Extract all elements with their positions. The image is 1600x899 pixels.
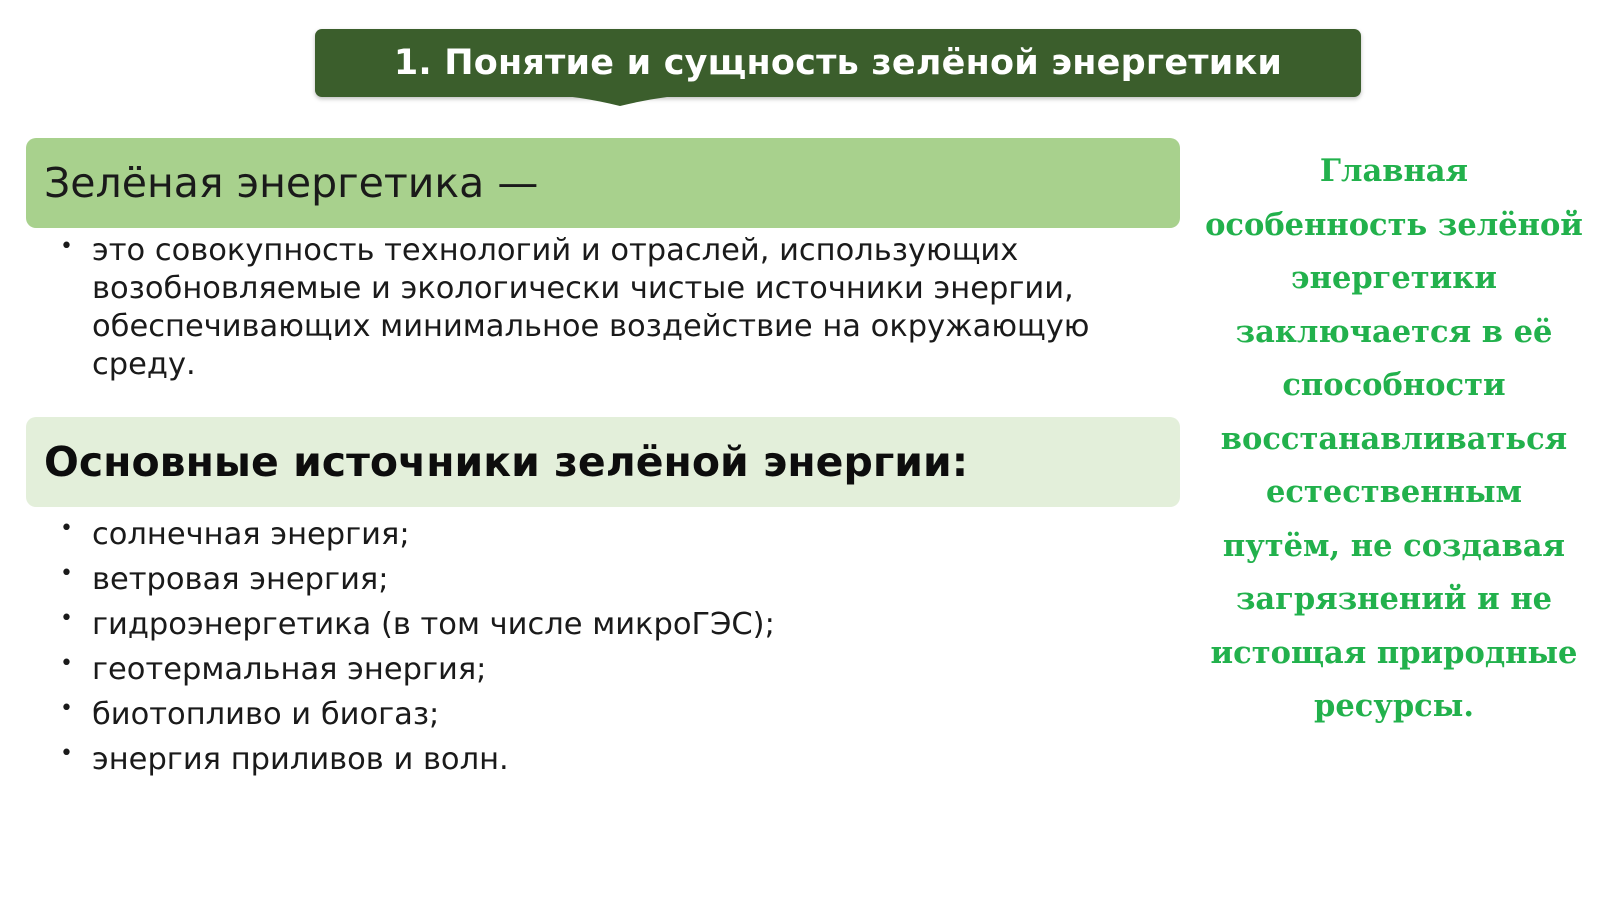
list-item bbox=[60, 602, 1180, 647]
list-item bbox=[60, 232, 1180, 384]
bullet-icon: • bbox=[60, 606, 73, 631]
bullet-icon: • bbox=[60, 696, 73, 721]
source-item-label: ветровая энергия; bbox=[92, 562, 389, 597]
source-item-label: гидроэнергетика (в том числе микроГЭС); bbox=[92, 607, 775, 642]
source-item-label: геотермальная энергия; bbox=[92, 652, 487, 687]
list-item bbox=[60, 692, 1180, 737]
list-item bbox=[60, 737, 1180, 782]
definition-term-box bbox=[26, 138, 1180, 228]
bullet-icon: • bbox=[60, 234, 73, 259]
bullet-icon: • bbox=[60, 651, 73, 676]
list-item bbox=[60, 647, 1180, 692]
slide-title-banner bbox=[315, 29, 1361, 97]
definition-list bbox=[60, 232, 1180, 384]
slide-title: 1. Понятие и сущность зелёной энергетики bbox=[393, 43, 1283, 83]
bullet-icon: • bbox=[60, 561, 73, 586]
source-item-label: солнечная энергия; bbox=[92, 517, 410, 552]
bullet-icon: • bbox=[60, 741, 73, 766]
source-item-label: биотопливо и биогаз; bbox=[92, 697, 440, 732]
definition-text: это совокупность технологий и отраслей, использующих возобновляемые и экологически чистые источники энергии, обеспечивающих минимальное воздействие на окружающую среду. bbox=[92, 233, 1090, 382]
sources-heading-box bbox=[26, 417, 1180, 507]
list-item bbox=[60, 512, 1180, 557]
list-item bbox=[60, 557, 1180, 602]
source-item-label: энергия приливов и волн. bbox=[92, 742, 509, 777]
bullet-icon: • bbox=[60, 516, 73, 541]
sources-list bbox=[60, 512, 1180, 782]
definition-term: Зелёная энергетика — bbox=[44, 159, 539, 207]
sources-heading: Основные источники зелёной энергии: bbox=[44, 438, 969, 486]
side-note: Главная особенность зелёной энергетики заключается в её способности восстанавливаться естественным путём, не создавая загрязнений и не истощая природные ресурсы. bbox=[1205, 153, 1583, 724]
